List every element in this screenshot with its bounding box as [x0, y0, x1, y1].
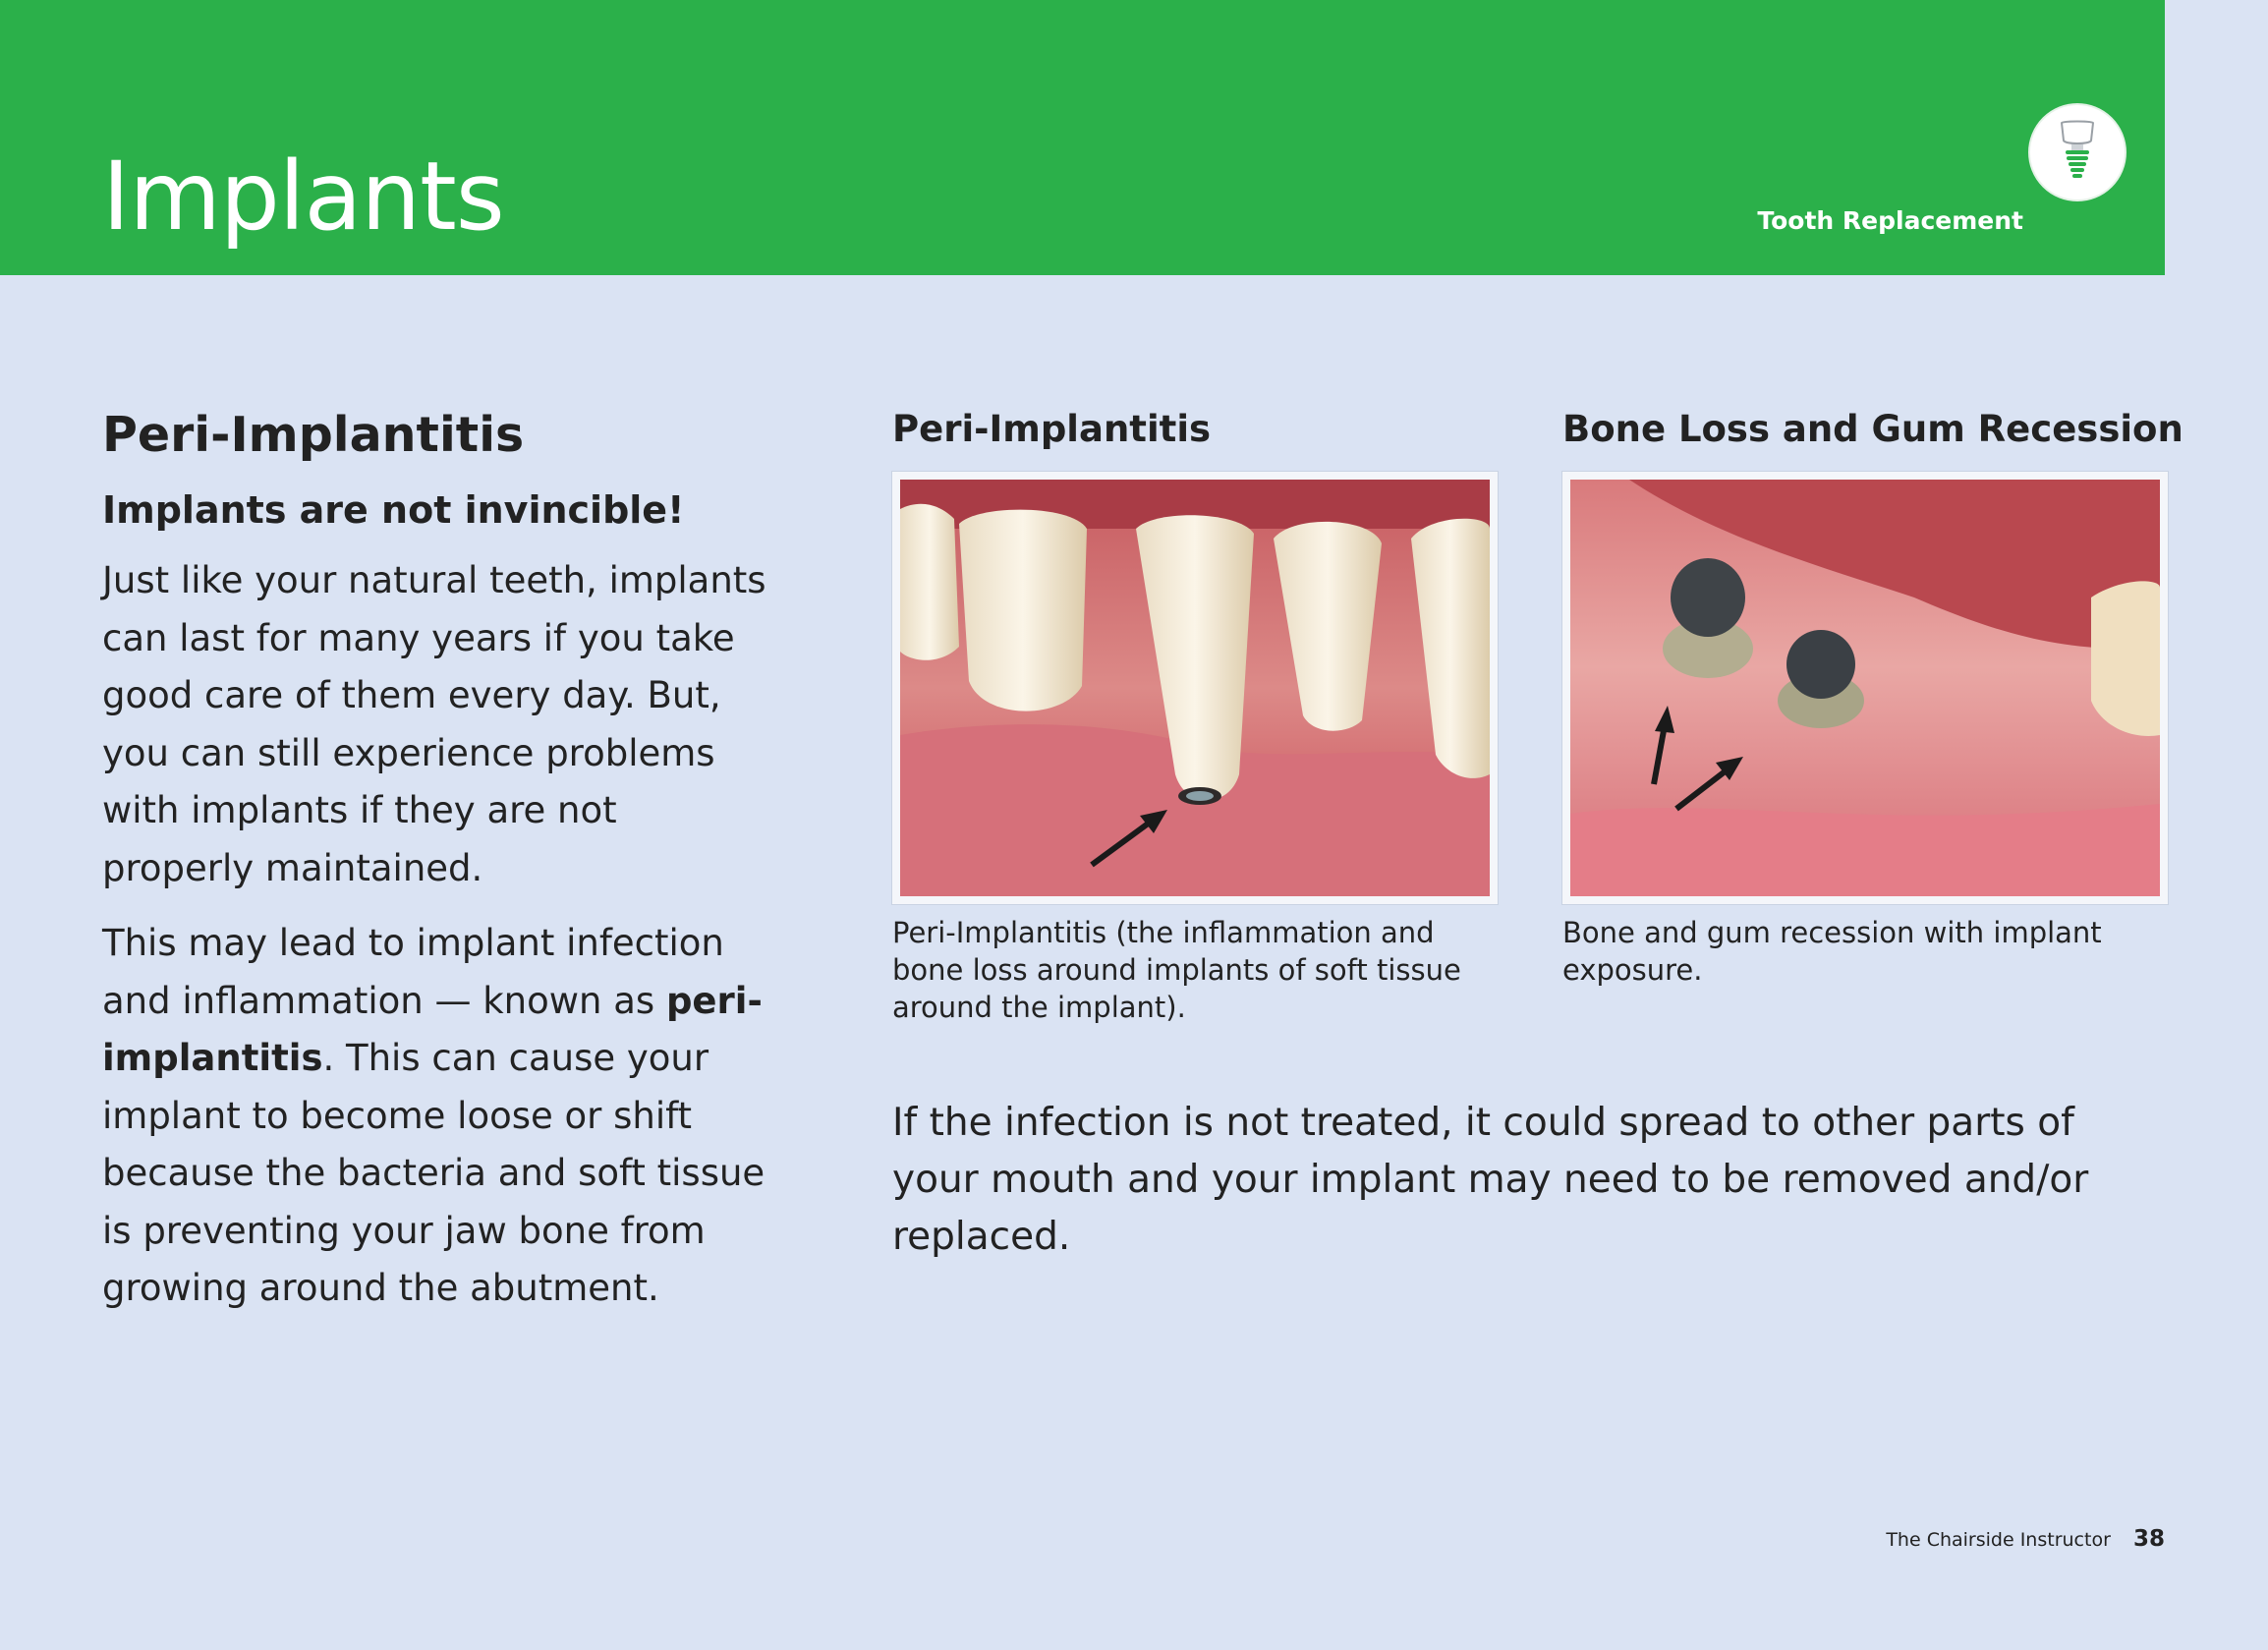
section-badge: [2028, 103, 2126, 201]
publication-name: The Chairside Instructor: [1886, 1529, 2111, 1551]
figure-title: Bone Loss and Gum Recession: [1562, 408, 2183, 450]
figure-title: Peri-Implantitis: [892, 408, 1212, 450]
page-title: Implants: [102, 142, 504, 252]
peri-implantitis-photo: [900, 480, 1490, 896]
page-number: 38: [2132, 1526, 2165, 1552]
subheading: Implants are not invincible!: [102, 488, 685, 532]
figure-peri-implantitis: [892, 405, 1498, 1026]
section-heading: Peri-Implantitis: [102, 407, 525, 463]
infection-warning-paragraph: If the infection is not treated, it could spread to other parts of your mouth and your implant may need to be removed and/or replaced.: [892, 1101, 2089, 1259]
figure-caption: Peri-Implantitis (the inflammation and bone loss around implants of soft tissue around the implant).: [892, 916, 1461, 1024]
section-label: Tooth Replacement: [1757, 206, 2023, 235]
figure-caption: Bone and gum recession with implant exposure.: [1562, 916, 2102, 987]
paragraph-2-text-start: This may lead to implant infection and inflammation — known as: [102, 922, 724, 1022]
left-column: [102, 403, 770, 1318]
figure-bone-loss: [1562, 405, 2183, 989]
paragraph-2: [102, 915, 770, 1318]
paragraph-2-text-end: . This can cause your implant to become loose or shift because the bacteria and soft tissue is preventing your jaw bone from growing around the abutment.: [102, 1037, 765, 1309]
peri-implantitis-term: peri-implantitis: [102, 979, 763, 1079]
header-banner: [0, 0, 2165, 275]
tooth-implant-icon: [2054, 119, 2101, 184]
figure-photo-frame: [1562, 472, 2168, 904]
page-footer: [1886, 1526, 2165, 1552]
figure-photo-frame: [892, 472, 1498, 904]
bone-loss-photo: [1570, 480, 2160, 896]
paragraph-1: Just like your natural teeth, implants can last for many years if you take good care of them every day. But, you can still experience problems with implants if they are not properly maintained.: [102, 559, 766, 889]
